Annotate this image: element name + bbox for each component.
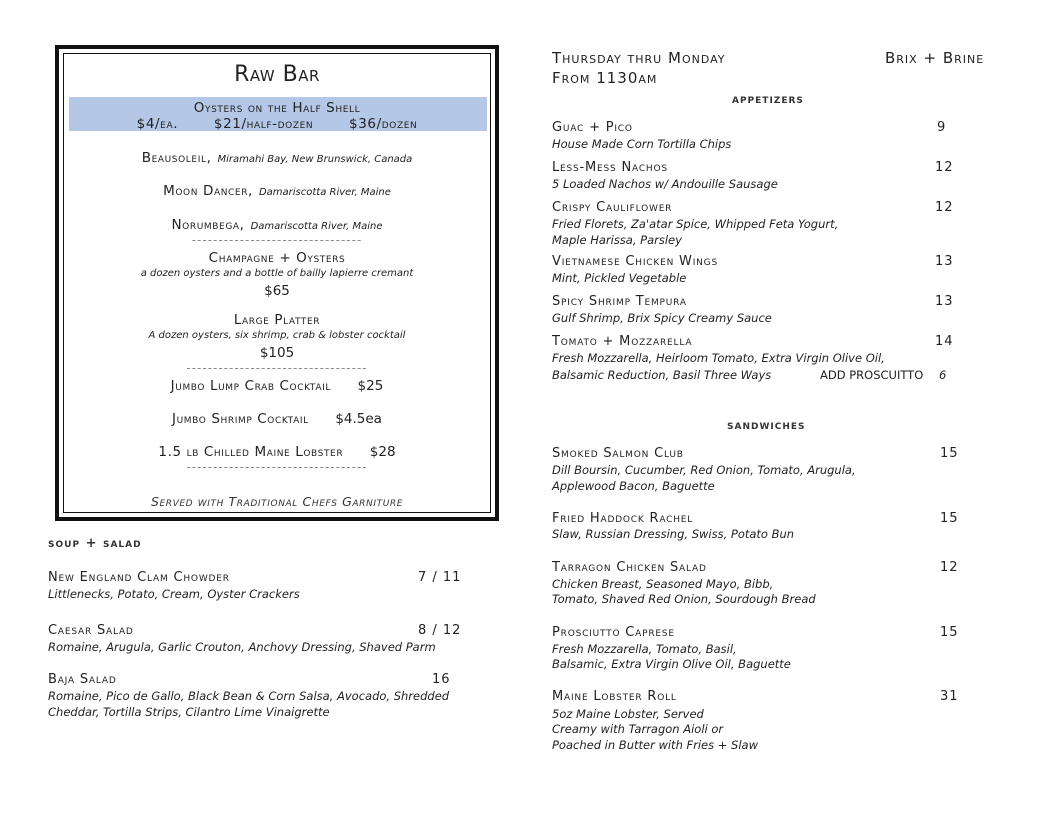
menu-item-name: New England Clam Chowder: [48, 570, 230, 585]
appetizers-heading: appetizers: [732, 92, 804, 107]
menu-item-desc: Dill Boursin, Cucumber, Red Onion, Tomato, Arugula,: [552, 463, 856, 477]
menu-item-price: 12: [935, 200, 954, 215]
champagne-price: $65: [264, 283, 290, 299]
oyster-location: Miramahi Bay, New Brunswick, Canada: [217, 154, 413, 165]
menu-item-desc: Fresh Mozzarella, Heirloom Tomato, Extra Virgin Olive Oil,: [552, 351, 885, 365]
menu-item-name: Crispy Cauliflower: [552, 200, 673, 215]
platter-desc: A dozen oysters, six shrimp, crab & lobster cocktail: [148, 330, 406, 341]
menu-item-price: 9: [937, 120, 947, 135]
menu-item-price: 14: [935, 334, 954, 349]
menu-item-desc: Romaine, Arugula, Garlic Crouton, Anchovy Dressing, Shaved Parm: [48, 640, 436, 654]
brand-name: Brix + Brine: [885, 49, 985, 67]
menu-item-price: 12: [935, 160, 954, 175]
menu-item-price: 8 / 12: [418, 623, 462, 638]
raw-bar-footer: Served with Traditional Chefs Garniture: [150, 494, 404, 509]
menu-item-name: Tomato + Mozzarella: [552, 334, 693, 349]
menu-item-name: Guac + Pico: [552, 120, 633, 135]
menu-item-price: 12: [940, 560, 959, 575]
raw-bar-title: Raw Bar: [234, 62, 320, 87]
oyster-price-dozen: $36/dozen: [349, 116, 418, 132]
menu-item-name: Baja Salad: [48, 672, 117, 687]
menu-item-desc: House Made Corn Tortilla Chips: [552, 137, 732, 151]
menu-item-desc: Mint, Pickled Vegetable: [552, 271, 687, 285]
menu-item-desc: Gulf Shrimp, Brix Spicy Creamy Sauce: [552, 311, 772, 325]
menu-item-name: Caesar Salad: [48, 623, 134, 638]
cocktail-price: $25: [357, 378, 384, 394]
menu-item-name: Prosciutto Caprese: [552, 625, 675, 640]
cocktail-item: [59, 378, 495, 394]
oyster-name: Beausoleil,: [141, 150, 212, 166]
oyster-price-half-dozen: $21/half-dozen: [213, 116, 314, 132]
menu-item-name: Fried Haddock Rachel: [552, 511, 694, 526]
menu-item-price: 13: [935, 294, 954, 309]
oyster-location: Damariscotta River, Maine: [258, 187, 391, 198]
platter-price: $105: [259, 345, 295, 361]
oysters-prices: [59, 116, 495, 132]
oyster-item: [59, 150, 495, 166]
menu-item-desc: Poached in Butter with Fries + Slaw: [552, 738, 759, 752]
oyster-location: Damariscotta River, Maine: [250, 221, 383, 232]
menu-item-desc: Cheddar, Tortilla Strips, Cilantro Lime Vinaigrette: [48, 705, 330, 719]
divider: ----------------------------------: [186, 361, 368, 375]
addon-price: 6: [939, 368, 947, 382]
menu-item-name: Maine Lobster Roll: [552, 689, 677, 704]
oyster-item: [59, 183, 495, 199]
cocktail-item: [59, 411, 495, 427]
menu-item-desc: Maple Harissa, Parsley: [552, 233, 682, 247]
menu-item-desc: Romaine, Pico de Gallo, Black Bean & Corn Salsa, Avocado, Shredded: [48, 689, 450, 703]
oyster-name: Moon Dancer,: [163, 183, 253, 199]
menu-item-price: 7 / 11: [418, 570, 462, 585]
menu-item-desc: Littlenecks, Potato, Cream, Oyster Crackers: [48, 587, 300, 601]
cocktail-name: 1.5 lb Chilled Maine Lobster: [158, 444, 344, 460]
oyster-name: Norumbega,: [171, 217, 245, 233]
oyster-item: [59, 217, 495, 233]
menu-item-price: 13: [935, 254, 954, 269]
menu-item-desc: Balsamic, Extra Virgin Olive Oil, Baguette: [552, 657, 791, 671]
cocktail-price: $28: [369, 444, 396, 460]
champagne-name: Champagne + Oysters: [208, 250, 346, 266]
menu-item-desc: Slaw, Russian Dressing, Swiss, Potato Bun: [552, 527, 795, 541]
menu-item-desc: Tomato, Shaved Red Onion, Sourdough Bread: [552, 592, 816, 606]
menu-item-price: 15: [940, 446, 959, 461]
days-text: Thursday thru Monday: [552, 49, 726, 67]
menu-item-desc: Balsamic Reduction, Basil Three Ways: [552, 368, 772, 382]
menu-item-name: Tarragon Chicken Salad: [552, 560, 707, 575]
oysters-heading: Oysters on the Half Shell: [193, 100, 361, 116]
hours-text: From 1130am: [552, 69, 658, 87]
cocktail-item: [59, 444, 495, 460]
sandwiches-heading: sandwiches: [727, 418, 806, 433]
menu-item-desc: 5 Loaded Nachos w/ Andouille Sausage: [552, 177, 778, 191]
cocktail-name: Jumbo Lump Crab Cocktail: [170, 378, 331, 394]
champagne-desc: a dozen oysters and a bottle of bailly lapierre cremant: [140, 268, 414, 279]
menu-item-desc: Creamy with Tarragon Aioli or: [552, 722, 724, 736]
menu-item-price: 15: [940, 511, 959, 526]
menu-item-price: 16: [432, 672, 451, 687]
menu-item-name: Vietnamese Chicken Wings: [552, 254, 718, 269]
cocktail-price: $4.5ea: [335, 411, 382, 427]
divider: --------------------------------: [191, 233, 363, 247]
menu-item-name: Smoked Salmon Club: [552, 446, 684, 461]
menu-item-desc: Chicken Breast, Seasoned Mayo, Bibb,: [552, 577, 774, 591]
divider: ----------------------------------: [186, 460, 368, 474]
menu-item-desc: Fried Florets, Za'atar Spice, Whipped Feta Yogurt,: [552, 217, 839, 231]
soup-salad-heading: soup + salad: [48, 536, 142, 551]
cocktail-name: Jumbo Shrimp Cocktail: [172, 411, 309, 427]
menu-item-price: 31: [940, 689, 959, 704]
oyster-price-each: $4/ea.: [136, 116, 179, 132]
menu-item-desc: 5oz Maine Lobster, Served: [552, 707, 704, 721]
menu-item-name: Spicy Shrimp Tempura: [552, 294, 687, 309]
addon-label: ADD PROSCUITTO: [820, 368, 924, 382]
menu-item-desc: Fresh Mozzarella, Tomato, Basil,: [552, 642, 737, 656]
raw-bar-panel: [55, 45, 499, 521]
menu-item-name: Less-Mess Nachos: [552, 160, 668, 175]
platter-name: Large Platter: [233, 312, 321, 328]
menu-item-price: 15: [940, 625, 959, 640]
menu-item-desc: Applewood Bacon, Baguette: [552, 479, 715, 493]
